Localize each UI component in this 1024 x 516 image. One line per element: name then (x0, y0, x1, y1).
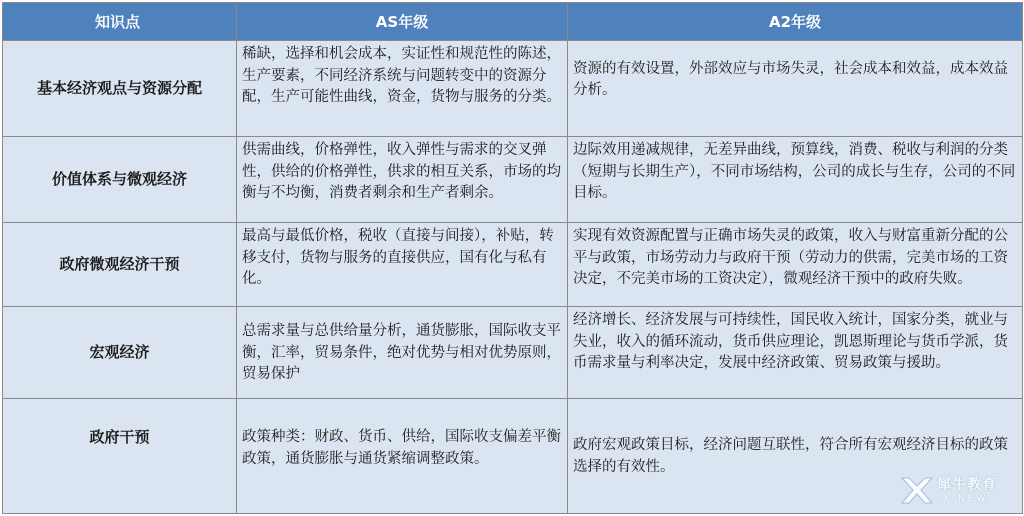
as-cell: 政策种类：财政、货币、供给，国际收支偏差平衡政策，通货膨胀与通货紧缩调整政策。 (237, 399, 568, 514)
table-row (3, 223, 1023, 307)
a2-cell: 政府宏观政策目标，经济问题互联性，符合所有宏观经济目标的政策选择的有效性。 (568, 399, 1023, 514)
as-cell: 供需曲线，价格弹性，收入弹性与需求的交叉弹性，供给的价格弹性，供求的相互关系，市场的均衡与不均衡，消费者剩余和生产者剩余。 (237, 137, 568, 223)
topic-cell: 价值体系与微观经济 (3, 137, 237, 223)
topic-cell: 政府干预 (3, 399, 237, 514)
syllabus-table (2, 2, 1023, 514)
table-row (3, 137, 1023, 223)
table-row (3, 307, 1023, 399)
header-topic: 知识点 (3, 3, 237, 41)
table-row (3, 399, 1023, 514)
a2-cell: 资源的有效设置，外部效应与市场失灵，社会成本和效益，成本效益分析。 (568, 41, 1023, 137)
topic-cell: 政府微观经济干预 (3, 223, 237, 307)
x-logo-icon (899, 472, 935, 508)
a2-cell: 边际效用递减规律，无差异曲线，预算线，消费、税收与利润的分类（短期与长期生产），不同市场结构，公司的成长与生存，公司的不同目标。 (568, 137, 1023, 223)
topic-cell: 宏观经济 (3, 307, 237, 399)
header-as: AS年级 (237, 3, 568, 41)
as-cell: 最高与最低价格，税收（直接与间接），补贴，转移支付，货物与服务的直接供应，国有化与私有化。 (237, 223, 568, 307)
watermark-latin: X-NEW (943, 494, 989, 504)
as-cell: 总需求量与总供给量分析，通货膨胀，国际收支平衡，汇率，贸易条件，绝对优势与相对优势原则，贸易保护 (237, 307, 568, 399)
watermark-name: 犀牛教育 (937, 477, 997, 493)
watermark-logo (899, 470, 1014, 510)
header-row (3, 3, 1023, 41)
header-a2: A2年级 (568, 3, 1023, 41)
as-cell: 稀缺，选择和机会成本，实证性和规范性的陈述，生产要素，不同经济系统与问题转变中的资源分配，生产可能性曲线，资金，货物与服务的分类。 (237, 41, 568, 137)
a2-cell: 经济增长、经济发展与可持续性，国民收入统计，国家分类，就业与失业，收入的循环流动，货币供应理论，凯恩斯理论与货币学派，货币需求量与利率决定，发展中经济政策、贸易政策与援助。 (568, 307, 1023, 399)
topic-cell: 基本经济观点与资源分配 (3, 41, 237, 137)
table-row (3, 41, 1023, 137)
a2-cell: 实现有效资源配置与正确市场失灵的政策，收入与财富重新分配的公平与政策，市场劳动力与政府干预（劳动力的供需，完美市场的工资决定，不完美市场的工资决定），微观经济干预中的政府失败。 (568, 223, 1023, 307)
